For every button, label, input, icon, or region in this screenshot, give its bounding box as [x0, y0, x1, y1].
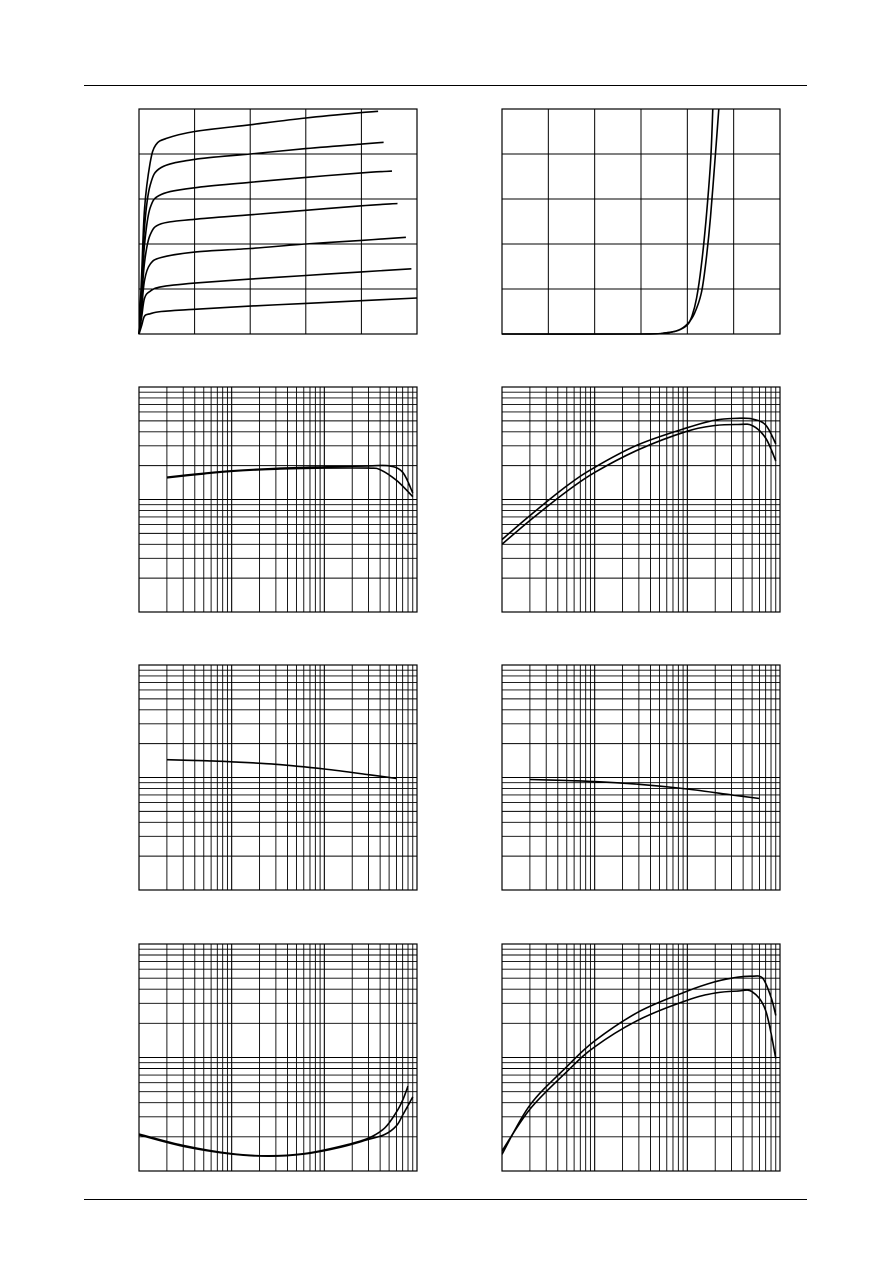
series-line-7	[139, 111, 378, 334]
decreasing-curve-chart-left	[139, 665, 417, 890]
transfer-characteristics-chart	[502, 109, 780, 334]
gain-vs-frequency-chart-left	[139, 387, 417, 612]
series-line-1	[502, 109, 713, 334]
gain-vs-frequency-chart-right	[502, 387, 780, 612]
u-shaped-curve-chart	[139, 944, 417, 1171]
rise-fall-curve-chart	[502, 944, 780, 1171]
series-line-2	[139, 269, 411, 334]
series-line-2	[502, 109, 719, 334]
series-line-1	[139, 298, 417, 334]
series-line-4	[139, 204, 398, 335]
series-line-3	[139, 237, 406, 334]
output-characteristics-chart	[139, 109, 417, 334]
decreasing-curve-chart-right	[502, 665, 780, 890]
series-line-1	[167, 760, 397, 779]
